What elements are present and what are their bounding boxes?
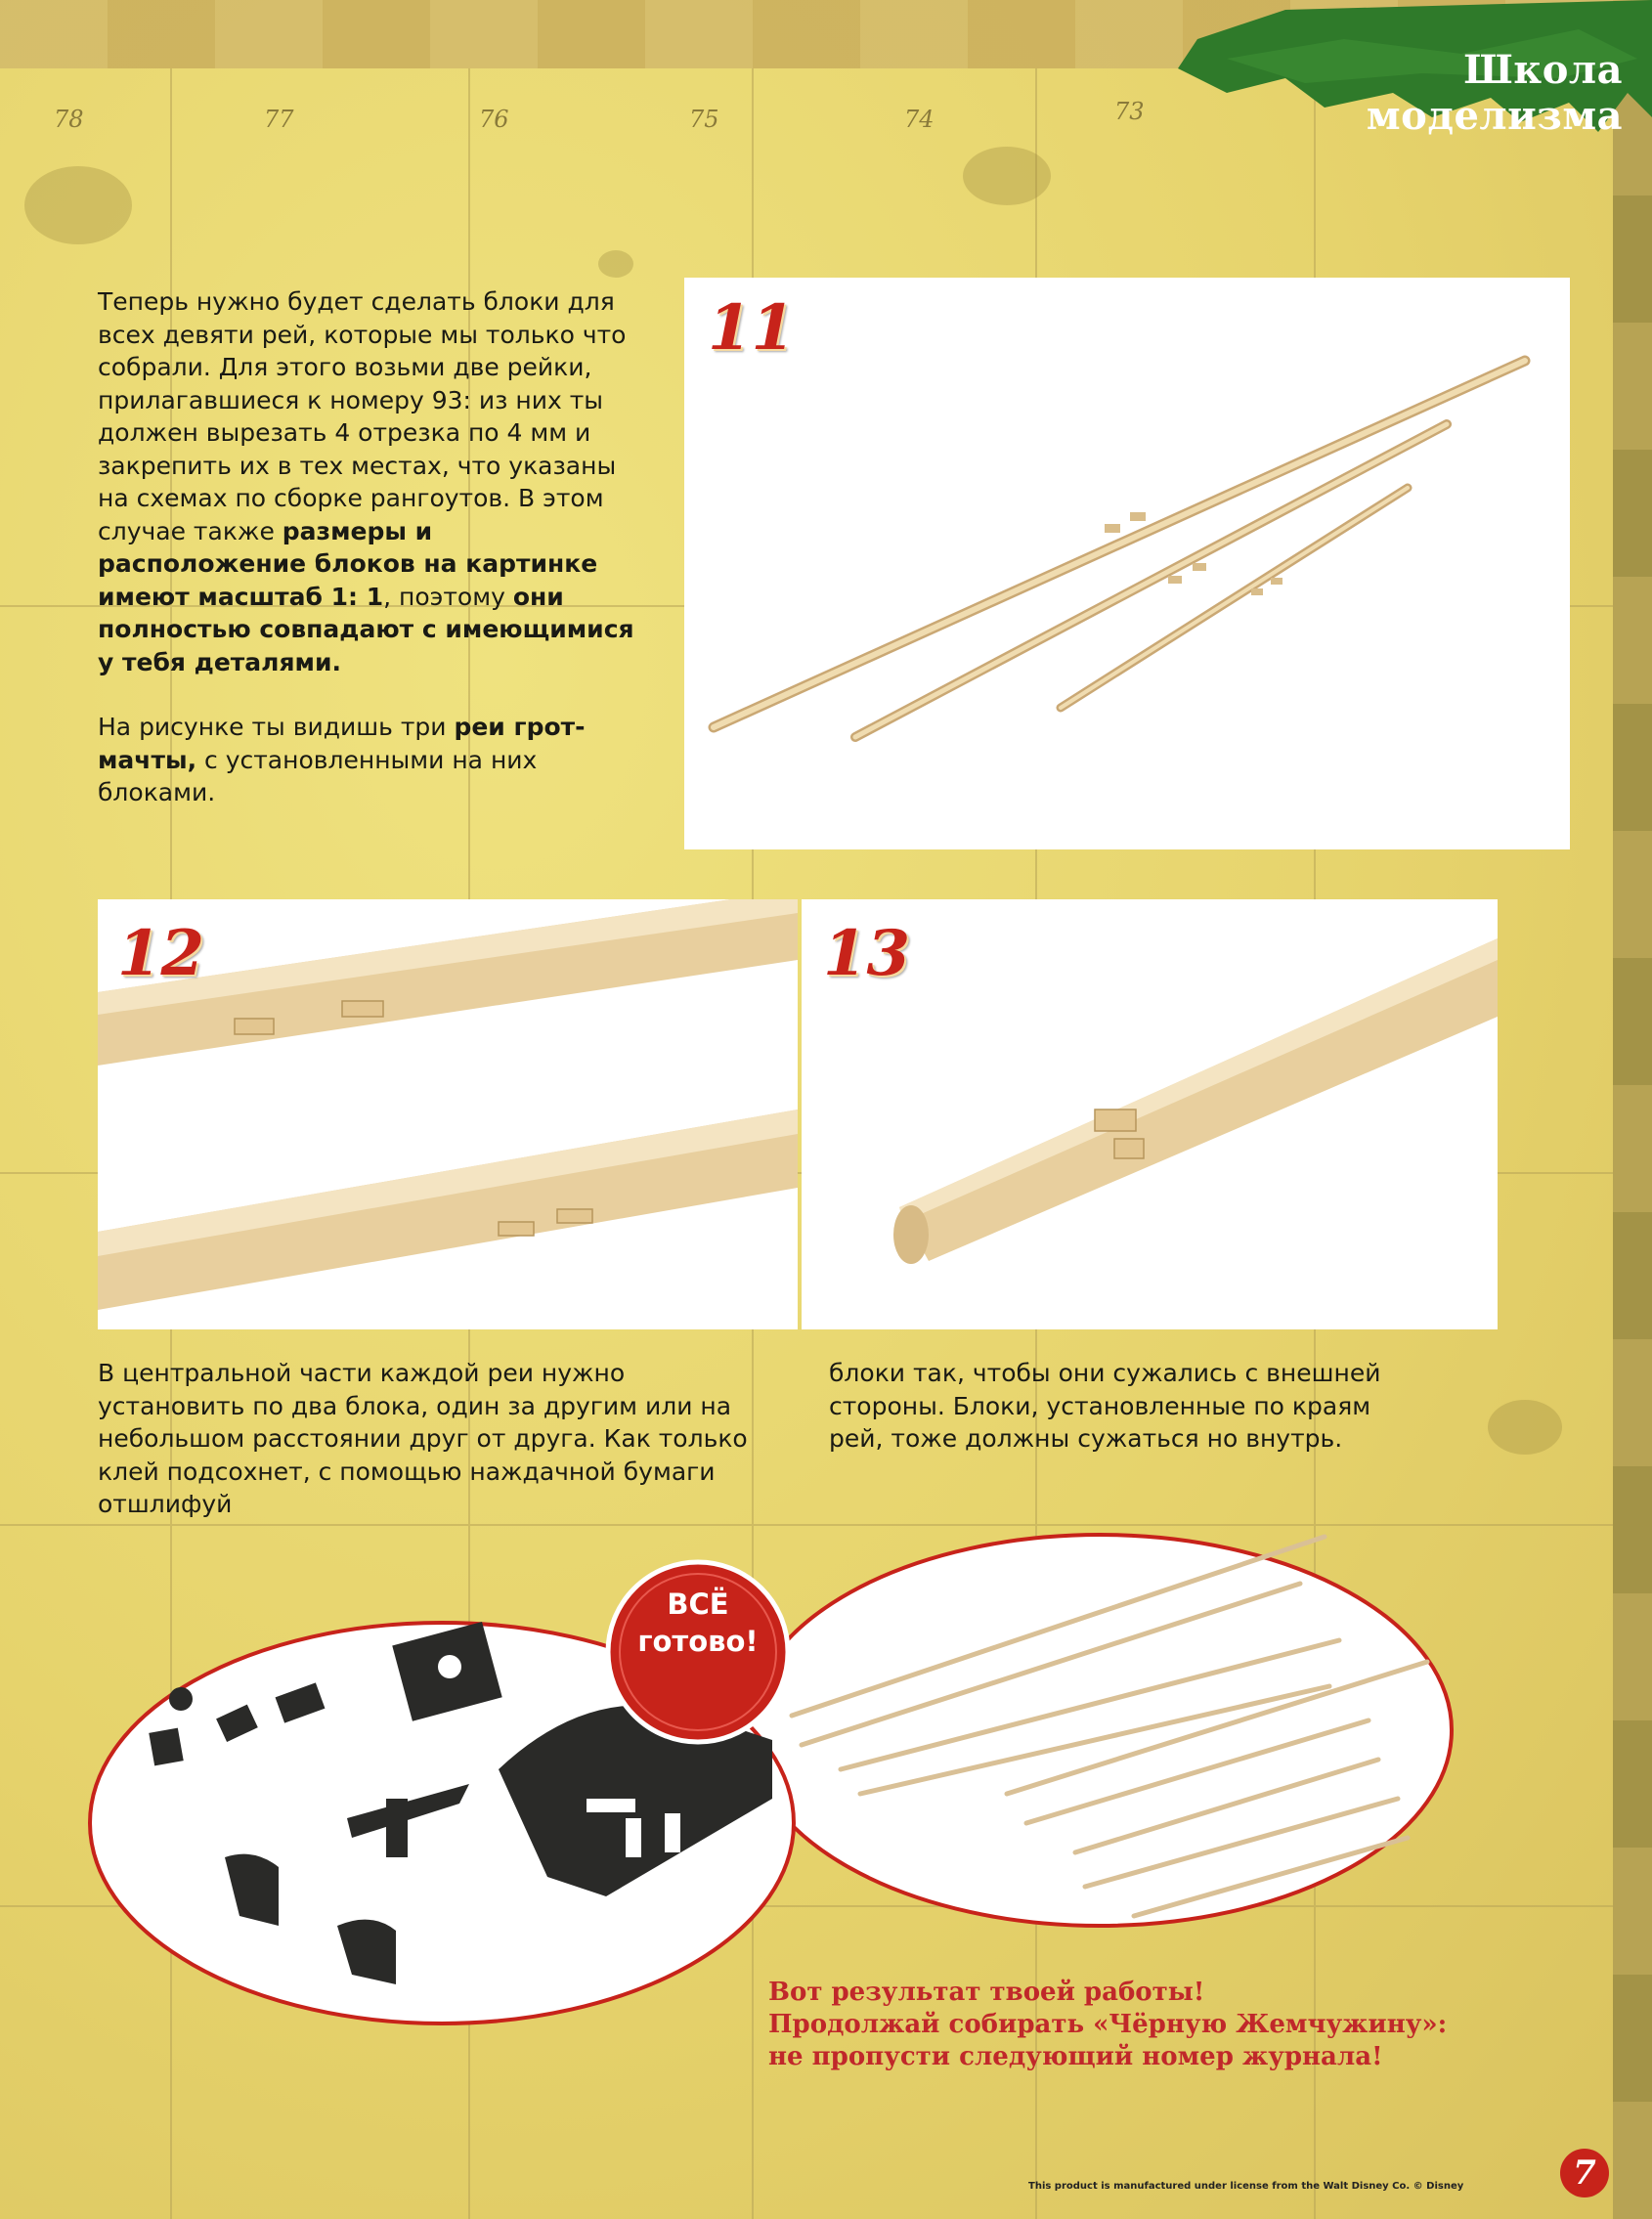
- done-badge-line2: готово!: [637, 1625, 759, 1658]
- map-scale-label: 74: [904, 106, 935, 133]
- page-number: 7: [1560, 2149, 1609, 2197]
- middle-text-left: В центральной части каждой реи нужно установить по два блока, один за другим или на небольшом расстоянии друг от друга. Как только клей подсохнет, с помощью наждачной бумаги отшлифуй: [98, 1359, 748, 1518]
- photo-step-11: [684, 278, 1570, 849]
- intro-p1-bold-1: размеры и расположение блоков на картинке имеют масштаб 1: 1: [98, 516, 598, 611]
- final-caption: [768, 1977, 1472, 2073]
- license-note: This product is manufactured under license from the Walt Disney Co. © Disney: [1028, 2181, 1464, 2192]
- step-number-13: 13: [823, 917, 911, 990]
- done-badge-text: [602, 1586, 794, 1660]
- yards-illustration: [684, 278, 1570, 849]
- intro-p2-bold: реи грот-мачты,: [98, 713, 586, 774]
- intro-p2-c: с установленными на них блоками.: [98, 745, 538, 806]
- step-number-12: 12: [117, 917, 205, 990]
- map-scale-label: 77: [264, 106, 294, 133]
- final-caption-line1: Вот результат твоей работы!: [768, 1978, 1205, 2007]
- middle-text-right: блоки так, чтобы они сужались с внешней стороны. Блоки, установленные по краям рей, тоже должны сужаться но внутрь.: [829, 1359, 1381, 1453]
- section-title: Школа моделизма: [1366, 47, 1623, 139]
- map-scale-label: 75: [689, 106, 719, 133]
- intro-p1-bold-2: они полностью совпадают с имеющимися у тебя деталями.: [98, 582, 634, 676]
- map-scale-label: 78: [54, 106, 84, 133]
- intro-p1-a: Теперь нужно будет сделать блоки для всех девяти рей, которые мы только что собрали. Для этого возьми две рейки, прилагавшиеся к номеру 93: из них ты должен вырезать 4 отрезка по 4 мм и закрепить их в тех местах, что указаны на схемах по сборке рангоутов. В этом случае также: [98, 287, 627, 545]
- done-badge-line1: ВСЁ: [667, 1588, 729, 1621]
- map-scale-label: 73: [1114, 98, 1145, 125]
- step-number-11: 11: [708, 291, 796, 365]
- final-caption-line3: не пропусти следующий номер журнала!: [768, 2042, 1383, 2071]
- intro-p1-c: , поэтому: [383, 582, 513, 611]
- intro-p2-a: На рисунке ты видишь три: [98, 713, 455, 741]
- final-result-illustration: [0, 1525, 1652, 2033]
- map-scale-label: 76: [479, 106, 509, 133]
- intro-text: [98, 285, 645, 809]
- final-caption-line2: Продолжай собирать «Чёрную Жемчужину»:: [768, 2010, 1448, 2039]
